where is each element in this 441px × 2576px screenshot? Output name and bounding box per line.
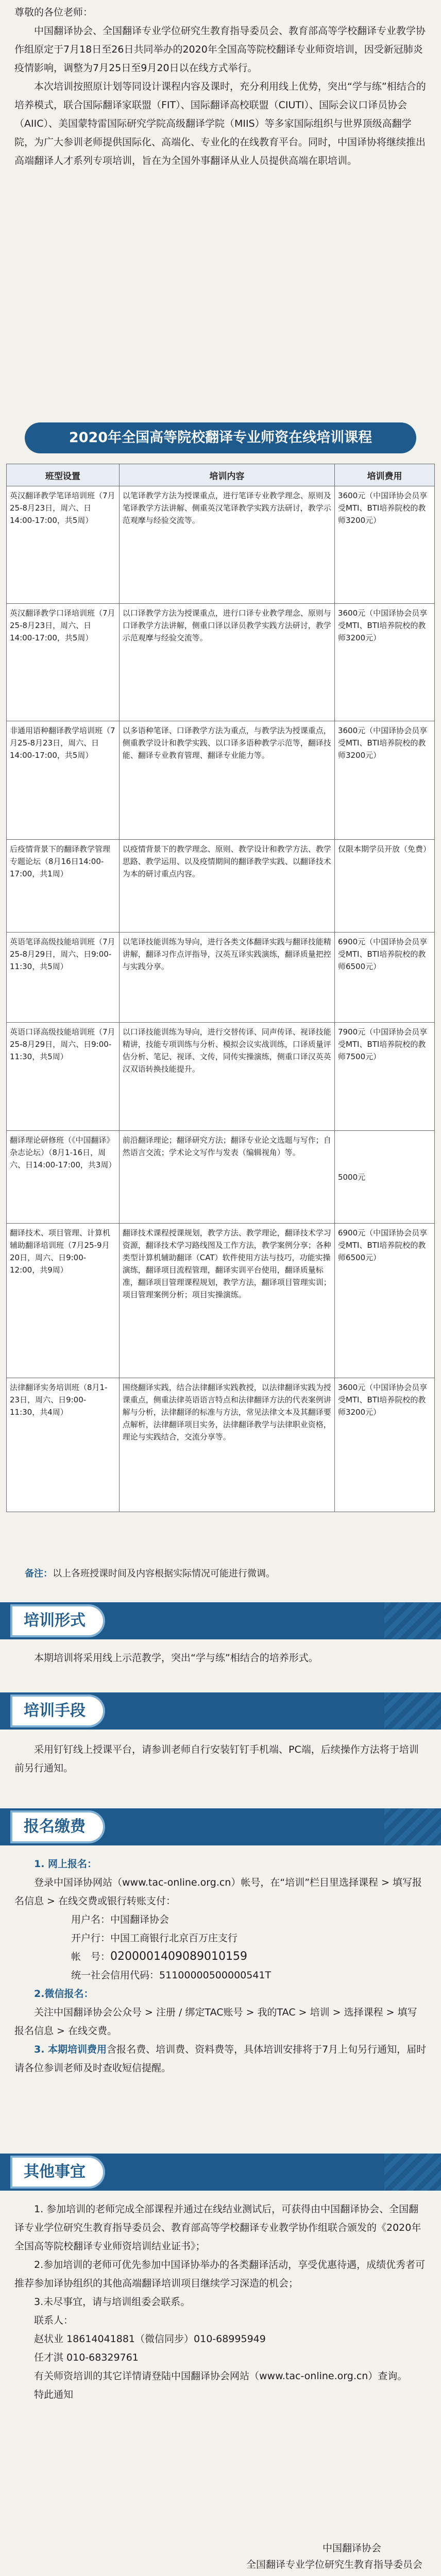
section-decoration (384, 2154, 441, 2191)
class-name: 翻译理论研修班（《中国翻译》杂志论坛）（8月1-16日，周六、日14:00-17:00，共3周） (7, 1131, 120, 1224)
section-title-signup: 报名缴费 (12, 1812, 103, 1841)
means-body (14, 1740, 427, 1777)
contact-1: 赵状业 18614041881（微信同步）010-68995949 (34, 2333, 266, 2345)
account-number: 0200001409089010159 (110, 1950, 247, 1963)
footer-org-2: 全国翻译专业学位研究生教育指导委员会 (246, 2559, 422, 2570)
intro (14, 3, 427, 170)
table-row (7, 1023, 435, 1131)
course-table (6, 464, 435, 1512)
account-name: 中国翻译协会 (110, 1914, 169, 1925)
class-content: 翻译技术课程授课规划，教学方法、教学理论，翻译技术学习资源，翻译技术学习路线图及工作方法，教学案例分享；各种类型计算机辅助翻译（CAT）软件使用方法与技巧，功能实操演练，翻译项目流程管理，翻译实训平台使用，翻译质量标准，翻译项目管理课程规划，教学方法，翻译项目管理实训；项目管理案例分析；项目实操演练。 (119, 1224, 334, 1378)
class-fee: 6900元（中国译协会员享受MTI、BTI培养院校的教师6500元） (334, 933, 434, 1023)
class-name: 翻译技术、项目管理、计算机辅助翻译培训班（7月25-9月20日，周六、日9:00-12:00，共9周） (7, 1224, 120, 1378)
signup-item2-text: 关注中国翻译协会公众号 > 注册 / 绑定TAC账号 > 我的TAC > 培训 > 选择课程 > 填写报名信息 > 在线交费。 (14, 2007, 417, 2037)
class-fee: 3600元（中国译协会员享受MTI、BTI培养院校的教师3200元） (334, 1378, 434, 1512)
credit-label: 统一社会信用代码： (71, 1970, 160, 1981)
bank-line (14, 1929, 427, 1947)
credit-code-line (14, 1966, 427, 1985)
signup-item3-text: 含报名费、培训费、资料费等，具体培训安排将于7月上旬另行通知，届时请各位参训老师及时查收短信提醒。 (14, 2044, 427, 2074)
form-body (14, 1649, 427, 1667)
table-note (25, 1566, 275, 1580)
class-name: 英汉翻译教学笔译培训班（7月25-8月23日，周六、日14:00-17:00，共5周） (7, 486, 120, 604)
signup-item1-text: 登录中国译协网站（www.tac-online.org.cn）帐号，在“培训”栏目里选择课程 > 填写报名信息 > 在线交费或银行转账支付： (14, 1877, 422, 1907)
class-name: 非通用语种翻译教学培训班（7月25-8月23日，周六、日14:00-17:00，共5周） (7, 721, 120, 840)
other-p1: 1. 参加培训的老师完成全部课程并通过在线结业测试后，可获得由中国翻译协会、全国翻译专业学位研究生教育指导委员会、教育部高等学校翻译专业教学协作组联合颁发的《2020年全国高等院校翻译专业师资培训结业证书》； (14, 2204, 421, 2252)
account-label: 帐 号： (71, 1951, 111, 1962)
class-fee: 3600元（中国译协会员享受MTI、BTI培养院校的教师3200元） (334, 486, 434, 604)
table-header-row (7, 464, 435, 486)
section-title-form: 培训形式 (12, 1606, 103, 1635)
table-row (7, 1131, 435, 1224)
signup-item2-title: 2.微信报名： (34, 1988, 94, 1999)
section-bar-form (0, 1602, 441, 1639)
note-text: 以上各班授课时间及内容根据实际情况可能进行微调。 (53, 1568, 275, 1579)
class-fee: 5000元 (334, 1131, 434, 1224)
more-info: 有关师资培训的其它详情请登陆中国翻译协会网站（www.tac-online.org.cn）查询。 (34, 2370, 408, 2382)
class-content: 以多语种笔译、口译教学方法为重点，与教学法为授课重点，侧重教学设计和教学实践、以口译多语种教学示范等，翻译技能、翻译专业教育管理、翻译专业能力等。 (119, 721, 334, 840)
signup-body (14, 1855, 427, 2077)
section-bar-other (0, 2154, 441, 2191)
class-name: 英语笔译高级技能培训班（7月25-8月29日，周六、日9:00-11:30，共5周） (7, 933, 120, 1023)
contact-label: 联系人： (34, 2315, 74, 2326)
class-content: 以口译教学方法为授课重点，进行口译专业教学理念、原则与口译教学方法讲解，侧重口译以译员教学实践方法研讨，教学示范观摩与经验交流等。 (119, 604, 334, 721)
class-content: 以口译技能训练为导向，进行交替传译、同声传译、视译技能精讲，技能专项训练与分析、模拟会议实战训练，口译质量评估分析、笔记、视译、文传，同传实操演练，侧重口译汉英英汉双语转换技能提升。 (119, 1023, 334, 1131)
class-fee: 6900元（中国译协会员享受MTI、BTI培养院校的教师6500元） (334, 1224, 434, 1378)
class-fee: 3600元（中国译协会员享受MTI、BTI培养院校的教师3200元） (334, 604, 434, 721)
class-content: 围绕翻译实践，结合法律翻译实践教授，以法律翻译实践为授课重点，侧重法律英语语言特点和法律翻译方法的代表案例讲解与分析，法律翻译的标准与方法，常见法律文本及其翻译要点解析，法律翻译项目实务，法律翻译教学与法律职业资格，理论与实践结合，交流分享等。 (119, 1378, 334, 1512)
section-decoration (384, 1602, 441, 1639)
table-row (7, 840, 435, 933)
section-decoration (384, 1808, 441, 1845)
form-text: 本期培训将采用线上示范教学，突出“学与练”相结合的培养形式。 (34, 1652, 318, 1664)
class-content: 前沿翻译理论；翻译研究方法；翻译专业论文选题与写作；自然语言交流；学术论文写作与发表（编辑视角）等。 (119, 1131, 334, 1224)
class-name: 法律翻译实务培训班（8月1-23日，周六、日9:00-11:30，共4周） (7, 1378, 120, 1512)
table-row (7, 604, 435, 721)
section-title-means: 培训手段 (12, 1697, 103, 1725)
section-bar-means (0, 1692, 441, 1730)
account-name-line (14, 1910, 427, 1929)
other-p3: 3.未尽事宜，请与培训组委会联系。 (34, 2296, 191, 2308)
header-fee: 培训费用 (334, 464, 434, 486)
contact-2: 任才淇 010-68329761 (34, 2352, 139, 2363)
table-row (7, 933, 435, 1023)
class-content: 以笔译教学方法为授课重点，进行笔译专业教学理念、原则及笔译教学方法讲解、侧重英汉笔译教学实践方法研讨，教学示范观摩与经验交流等。 (119, 486, 334, 604)
signup-item3-prefix: 3. 本期培训费用 (34, 2044, 107, 2055)
class-fee: 仅限本期学员开放（免费） (334, 840, 434, 933)
class-fee: 7900元（中国译协会员享受MTI、BTI培养院校的教师7500元） (334, 1023, 434, 1131)
class-content: 以疫情背景下的教学理念、原则、教学设计和教学方法、教学思路、教学运用、以及疫情期间的翻译教学实践、以翻译技术为本的研讨重点内容。 (119, 840, 334, 933)
footer-org-1: 中国翻译协会 (322, 2543, 381, 2554)
header-class: 班型设置 (7, 464, 120, 486)
means-text: 采用钉钉线上授课平台，请参训老师自行安装钉钉手机端、PC端，后续操作方法将于培训前另行通知。 (14, 1744, 419, 1774)
class-fee: 3600元（中国译协会员享受MTI、BTI培养院校的教师3200元） (334, 721, 434, 840)
class-name: 后疫情背景下的翻译教学管理专题论坛（8月16日14:00-17:00，共1周） (7, 840, 120, 933)
intro-paragraph-1: 中国翻译协会、全国翻译专业学位研究生教育指导委员会、教育部高等学校翻译专业教学协作组原定于7月18日至26日共同举办的2020年全国高等院校翻译专业师资培训，因受新冠肺炎疫情影响，调整为7月25日至9月20日以在线方式举行。 (14, 25, 426, 74)
section-title-other: 其他事宜 (12, 2158, 103, 2187)
signup-item1-title: 1. 网上报名： (34, 1858, 97, 1870)
bank-name: 中国工商银行北京百万庄支行 (110, 1933, 238, 1944)
table-row (7, 1378, 435, 1512)
header-content: 培训内容 (119, 464, 334, 486)
table-title: 2020年全国高等院校翻译专业师资在线培训课程 (25, 422, 416, 453)
intro-paragraph-2: 本次培训按照原计划等同设计课程内容及课时，充分利用线上优势，突出“学与练”相结合的培养模式，联合国际翻译家联盟（FIT）、国际翻译高校联盟（CIUTI）、国际会议口译员协会（AIIC）、美国蒙特雷国际研究学院高级翻译学院（MIIS）等多家国际组织与世界顶级高翻学院，为广大参训老师提供国际化、高端化、专业化的在线教育平台。同时，中国译协将继续推出高端翻译人才系列专项培训，旨在为全国外事翻译从业人员提供高端在职培训。 (14, 81, 426, 166)
class-name: 英语口译高级技能培训班（7月25-8月29日，周六、日9:00-11:30，共5周） (7, 1023, 120, 1131)
signature-block (62, 2540, 422, 2576)
note-label: 备注： (25, 1568, 53, 1579)
closing: 特此通知 (34, 2389, 74, 2400)
bank-label: 开户行： (71, 1933, 111, 1944)
table-row (7, 486, 435, 604)
footer-org-3 (62, 2573, 422, 2576)
signup-item3 (14, 2040, 427, 2077)
class-content: 以笔译技能训练为导向，进行各类文体翻译实践与翻译技能精讲解，翻译习作点评指导，汉英互译实践演练，翻译质量把控与实践分享。 (119, 933, 334, 1023)
table-row (7, 721, 435, 840)
other-body (14, 2200, 427, 2404)
class-name: 英汉翻译教学口译培训班（7月25-8月23日，周六、日14:00-17:00，共5周） (7, 604, 120, 721)
section-decoration (384, 1692, 441, 1730)
section-bar-signup (0, 1808, 441, 1845)
account-number-line (14, 1947, 427, 1966)
credit-code: 51100000500000541T (159, 1970, 272, 1981)
table-row (7, 1224, 435, 1378)
account-name-label: 用户名： (71, 1914, 111, 1925)
other-p2: 2.参加培训的老师可优先参加中国译协举办的各类翻译活动，享受优惠待遇，成绩优秀者可推荐参加译协组织的其他高端翻译培训项目继续学习深造的机会； (14, 2259, 426, 2289)
greeting: 尊敬的各位老师： (14, 7, 93, 18)
